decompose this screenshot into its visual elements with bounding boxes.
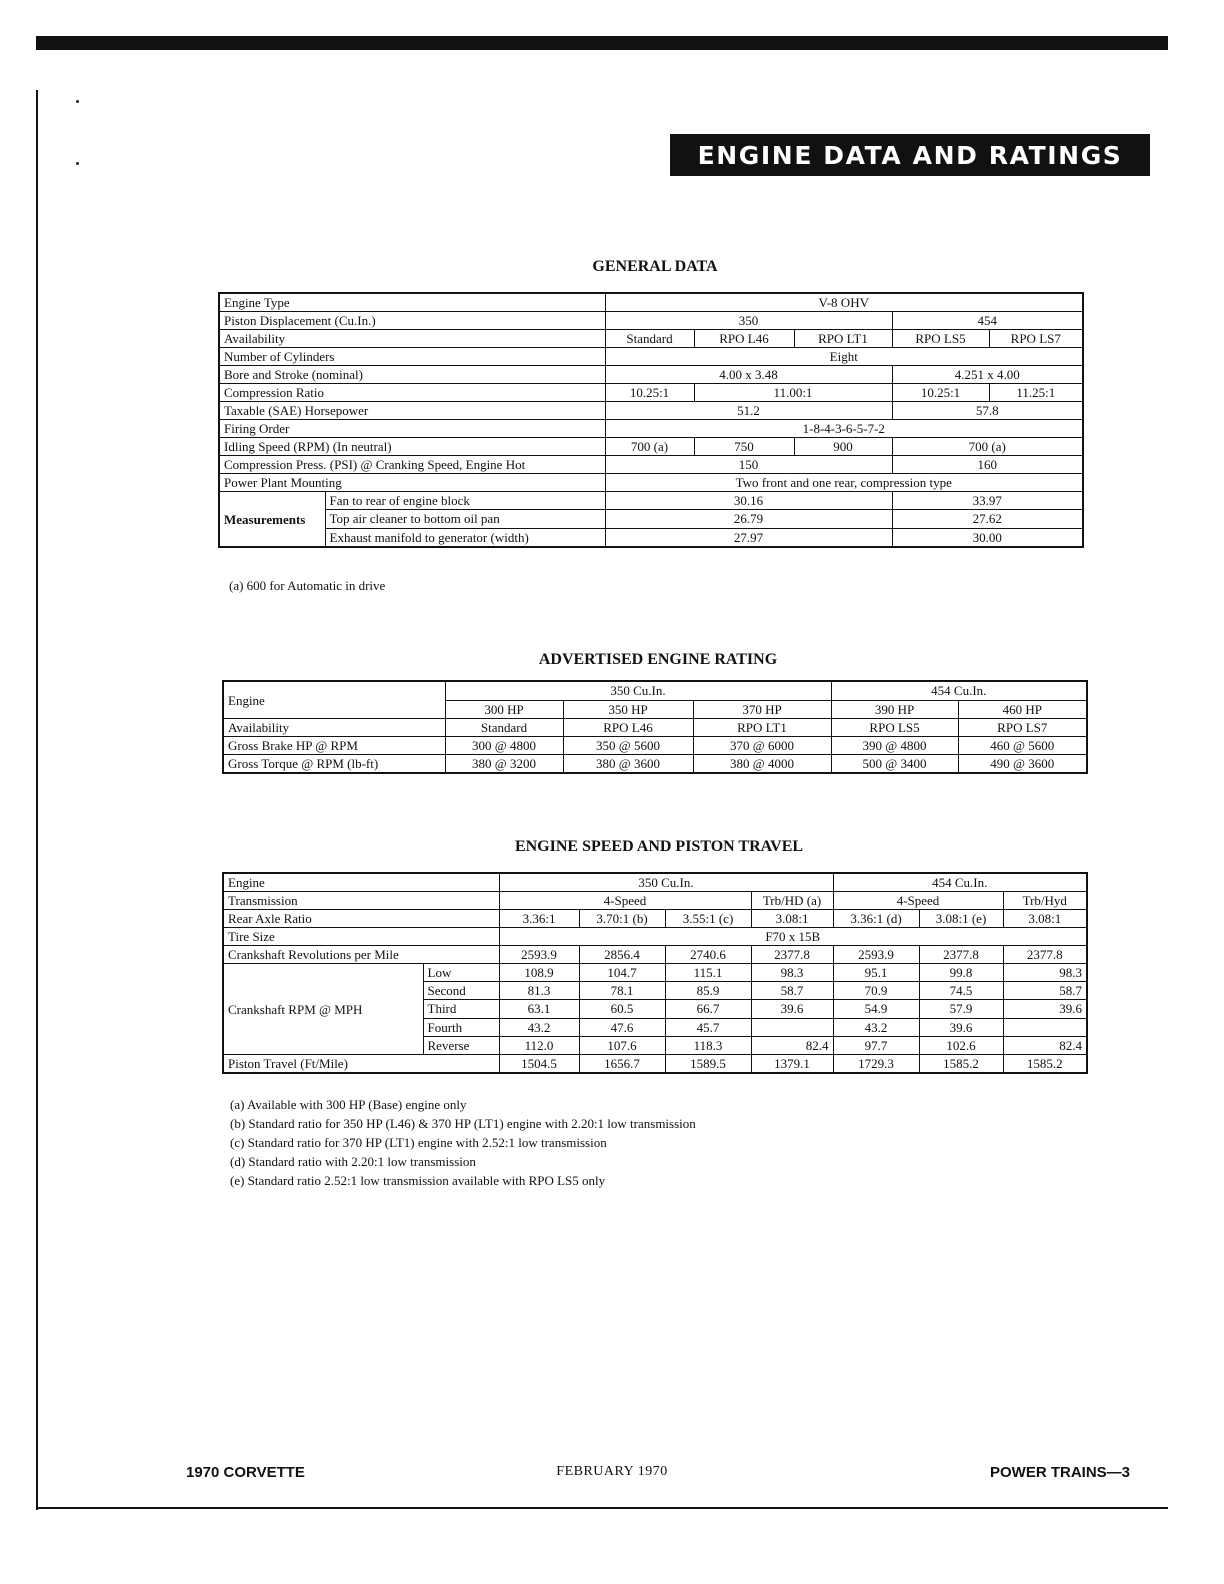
speed-table <box>222 872 1088 1074</box>
cell-value: 57.9 <box>919 1000 1003 1018</box>
cell-value: 2377.8 <box>751 946 833 964</box>
row-label: Transmission <box>223 892 499 910</box>
cell-value: Standard <box>445 719 563 737</box>
column-header: 350 HP <box>563 700 693 719</box>
cell-value: Standard <box>605 330 694 348</box>
cell-value: 11.00:1 <box>694 384 892 402</box>
table-row <box>223 964 1087 982</box>
page-banner: ENGINE DATA AND RATINGS <box>670 134 1150 176</box>
group-header: 350 Cu.In. <box>499 873 833 892</box>
table-row <box>219 492 1083 510</box>
cell-value: 27.62 <box>892 510 1083 528</box>
cell-value: 1585.2 <box>919 1055 1003 1074</box>
cell-value: 63.1 <box>499 1000 579 1018</box>
gear-label: Fourth <box>423 1018 499 1036</box>
cell-value: RPO L46 <box>694 330 794 348</box>
row-label: Crankshaft Revolutions per Mile <box>223 946 499 964</box>
table-row <box>223 873 1087 892</box>
table-row <box>219 384 1083 402</box>
cell-value: 54.9 <box>833 1000 919 1018</box>
row-label: Bore and Stroke (nominal) <box>219 366 605 384</box>
row-label: Piston Displacement (Cu.In.) <box>219 312 605 330</box>
row-label: Engine Type <box>219 293 605 312</box>
table-row <box>219 348 1083 366</box>
cell-value: 3.08:1 <box>1003 910 1087 928</box>
cell-value: 95.1 <box>833 964 919 982</box>
cell-value: 43.2 <box>499 1018 579 1036</box>
cell-value: 350 <box>605 312 892 330</box>
cell-value: 43.2 <box>833 1018 919 1036</box>
table-row <box>223 737 1087 755</box>
cell-value: 490 @ 3600 <box>958 755 1087 774</box>
row-label: Compression Ratio <box>219 384 605 402</box>
row-label: Engine <box>223 681 445 719</box>
cell-value: 2740.6 <box>665 946 751 964</box>
row-label: Number of Cylinders <box>219 348 605 366</box>
gear-label: Third <box>423 1000 499 1018</box>
cell-value: 85.9 <box>665 982 751 1000</box>
rating-title: ADVERTISED ENGINE RATING <box>538 651 778 668</box>
group-header: 454 Cu.In. <box>831 681 1087 700</box>
cell-value: 150 <box>605 456 892 474</box>
table-row <box>219 366 1083 384</box>
footer-page: POWER TRAINS—3 <box>989 1464 1130 1481</box>
table-row <box>219 456 1083 474</box>
table-row <box>223 1055 1087 1074</box>
cell-value: 45.7 <box>665 1018 751 1036</box>
cell-value: 3.36:1 (d) <box>833 910 919 928</box>
cell-value: 78.1 <box>579 982 665 1000</box>
cell-value: RPO LS5 <box>892 330 989 348</box>
row-sublabel: Top air cleaner to bottom oil pan <box>325 510 605 528</box>
scan-speck <box>76 100 79 103</box>
cell-value: 350 @ 5600 <box>563 737 693 755</box>
group-header: 454 Cu.In. <box>833 873 1087 892</box>
table-row <box>219 510 1083 528</box>
cell-value: 500 @ 3400 <box>831 755 958 774</box>
cell-value: 82.4 <box>751 1036 833 1054</box>
cell-value: 3.55:1 (c) <box>665 910 751 928</box>
cell-value: 2593.9 <box>499 946 579 964</box>
cell-value: 2377.8 <box>919 946 1003 964</box>
cell-value: 4.00 x 3.48 <box>605 366 892 384</box>
table-row <box>219 402 1083 420</box>
cell-value: 750 <box>694 438 794 456</box>
cell-value: 1589.5 <box>665 1055 751 1074</box>
table-row <box>223 946 1087 964</box>
row-label: Gross Brake HP @ RPM <box>223 737 445 755</box>
cell-value: 10.25:1 <box>892 384 989 402</box>
row-label: Power Plant Mounting <box>219 474 605 492</box>
general-footnote: (a) 600 for Automatic in drive <box>229 578 386 593</box>
cell-value: 104.7 <box>579 964 665 982</box>
bottom-rule <box>36 1507 1168 1509</box>
cell-value: 27.97 <box>605 528 892 547</box>
rating-table <box>222 680 1088 774</box>
table-row <box>223 928 1087 946</box>
row-label: Idling Speed (RPM) (In neutral) <box>219 438 605 456</box>
column-header: 370 HP <box>693 700 831 719</box>
top-rule <box>36 36 1168 50</box>
cell-value: 99.8 <box>919 964 1003 982</box>
cell-value: 98.3 <box>751 964 833 982</box>
cell-value: 58.7 <box>751 982 833 1000</box>
speed-title: ENGINE SPEED AND PISTON TRAVEL <box>514 838 804 855</box>
table-row <box>219 474 1083 492</box>
cell-value: 115.1 <box>665 964 751 982</box>
cell-value: 2856.4 <box>579 946 665 964</box>
cell-value: 30.16 <box>605 492 892 510</box>
cell-value: 112.0 <box>499 1036 579 1054</box>
cell-value: 107.6 <box>579 1036 665 1054</box>
gear-label: Second <box>423 982 499 1000</box>
cell-value: RPO LS7 <box>958 719 1087 737</box>
cell-value: 39.6 <box>751 1000 833 1018</box>
footer-model: 1970 CORVETTE <box>186 1464 305 1481</box>
table-row <box>223 892 1087 910</box>
cell-value: 1656.7 <box>579 1055 665 1074</box>
cell-value: 300 @ 4800 <box>445 737 563 755</box>
cell-value: 454 <box>892 312 1083 330</box>
cell-value: Eight <box>605 348 1083 366</box>
cell-value <box>751 1018 833 1036</box>
cell-value: RPO LS5 <box>831 719 958 737</box>
cell-value: 26.79 <box>605 510 892 528</box>
table-row <box>219 420 1083 438</box>
cell-value: RPO L46 <box>563 719 693 737</box>
cell-value: 160 <box>892 456 1083 474</box>
cell-value: 58.7 <box>1003 982 1087 1000</box>
cell-value: 82.4 <box>1003 1036 1087 1054</box>
table-row <box>223 719 1087 737</box>
footnote: (c) Standard ratio for 370 HP (LT1) engine with 2.52:1 low transmission <box>230 1135 607 1150</box>
cell-value: 118.3 <box>665 1036 751 1054</box>
table-row <box>223 910 1087 928</box>
cell-value: 380 @ 3200 <box>445 755 563 774</box>
speed-footnotes <box>230 1095 696 1190</box>
cell-value: 380 @ 3600 <box>563 755 693 774</box>
table-row <box>219 312 1083 330</box>
cell-value: RPO LT1 <box>693 719 831 737</box>
cell-value: 30.00 <box>892 528 1083 547</box>
row-label: Crankshaft RPM @ MPH <box>223 964 423 1055</box>
cell-value: 39.6 <box>919 1018 1003 1036</box>
footnote: (b) Standard ratio for 350 HP (L46) & 370 HP (LT1) engine with 2.20:1 low transmission <box>230 1116 696 1131</box>
cell-value: 51.2 <box>605 402 892 420</box>
row-label: Tire Size <box>223 928 499 946</box>
table-row <box>223 755 1087 774</box>
cell-value: 39.6 <box>1003 1000 1087 1018</box>
cell-value: V-8 OHV <box>605 293 1083 312</box>
gear-label: Low <box>423 964 499 982</box>
cell-value: 57.8 <box>892 402 1083 420</box>
cell-value: 3.08:1 (e) <box>919 910 1003 928</box>
cell-value: 97.7 <box>833 1036 919 1054</box>
cell-value: 33.97 <box>892 492 1083 510</box>
footnote: (e) Standard ratio 2.52:1 low transmission available with RPO LS5 only <box>230 1173 606 1188</box>
footer-date: FEBRUARY 1970 <box>556 1464 668 1479</box>
row-sublabel: Fan to rear of engine block <box>325 492 605 510</box>
cell-value: 1504.5 <box>499 1055 579 1074</box>
cell-value <box>1003 1018 1087 1036</box>
table-row <box>219 293 1083 312</box>
row-label: Compression Press. (PSI) @ Cranking Speed, Engine Hot <box>219 456 605 474</box>
cell-value: 1729.3 <box>833 1055 919 1074</box>
cell-value: 11.25:1 <box>989 384 1083 402</box>
cell-value: 10.25:1 <box>605 384 694 402</box>
general-data-title: GENERAL DATA <box>592 258 718 275</box>
row-label: Availability <box>219 330 605 348</box>
cell-value: 2377.8 <box>1003 946 1087 964</box>
cell-value: 460 @ 5600 <box>958 737 1087 755</box>
column-header: 460 HP <box>958 700 1087 719</box>
cell-value: 74.5 <box>919 982 1003 1000</box>
row-label: Availability <box>223 719 445 737</box>
cell-value: 60.5 <box>579 1000 665 1018</box>
cell-value: 700 (a) <box>605 438 694 456</box>
cell-value: Trb/Hyd <box>1003 892 1087 910</box>
group-header: 350 Cu.In. <box>445 681 831 700</box>
cell-value: 81.3 <box>499 982 579 1000</box>
cell-value: 3.70:1 (b) <box>579 910 665 928</box>
general-data-table <box>218 292 1084 548</box>
scan-speck <box>76 162 79 165</box>
cell-value: Two front and one rear, compression type <box>605 474 1083 492</box>
cell-value: 4-Speed <box>499 892 751 910</box>
cell-value: 1585.2 <box>1003 1055 1087 1074</box>
row-label: Firing Order <box>219 420 605 438</box>
table-row <box>223 681 1087 700</box>
cell-value: Trb/HD (a) <box>751 892 833 910</box>
column-header: 300 HP <box>445 700 563 719</box>
cell-value: 3.36:1 <box>499 910 579 928</box>
cell-value: 102.6 <box>919 1036 1003 1054</box>
cell-value: 700 (a) <box>892 438 1083 456</box>
cell-value: 390 @ 4800 <box>831 737 958 755</box>
cell-value: 2593.9 <box>833 946 919 964</box>
table-row <box>219 330 1083 348</box>
cell-value: 47.6 <box>579 1018 665 1036</box>
row-label: Engine <box>223 873 499 892</box>
cell-value: 108.9 <box>499 964 579 982</box>
cell-value: 4-Speed <box>833 892 1003 910</box>
column-header: 390 HP <box>831 700 958 719</box>
gear-label: Reverse <box>423 1036 499 1054</box>
row-label: Gross Torque @ RPM (lb-ft) <box>223 755 445 774</box>
cell-value: 900 <box>794 438 892 456</box>
left-margin-rule <box>36 90 38 1510</box>
row-label: Rear Axle Ratio <box>223 910 499 928</box>
cell-value: RPO LS7 <box>989 330 1083 348</box>
cell-value: 380 @ 4000 <box>693 755 831 774</box>
table-row <box>219 438 1083 456</box>
cell-value: F70 x 15B <box>499 928 1087 946</box>
footnote: (d) Standard ratio with 2.20:1 low transmission <box>230 1154 476 1169</box>
row-sublabel: Exhaust manifold to generator (width) <box>325 528 605 547</box>
table-row <box>219 528 1083 547</box>
cell-value: 3.08:1 <box>751 910 833 928</box>
cell-value: 370 @ 6000 <box>693 737 831 755</box>
cell-value: 70.9 <box>833 982 919 1000</box>
cell-value: 1379.1 <box>751 1055 833 1074</box>
cell-value: RPO LT1 <box>794 330 892 348</box>
row-label: Taxable (SAE) Horsepower <box>219 402 605 420</box>
cell-value: 98.3 <box>1003 964 1087 982</box>
row-label: Piston Travel (Ft/Mile) <box>223 1055 499 1074</box>
footnote: (a) Available with 300 HP (Base) engine only <box>230 1097 467 1112</box>
cell-value: 66.7 <box>665 1000 751 1018</box>
cell-value: 4.251 x 4.00 <box>892 366 1083 384</box>
row-label: Measurements <box>219 492 325 548</box>
cell-value: 1-8-4-3-6-5-7-2 <box>605 420 1083 438</box>
